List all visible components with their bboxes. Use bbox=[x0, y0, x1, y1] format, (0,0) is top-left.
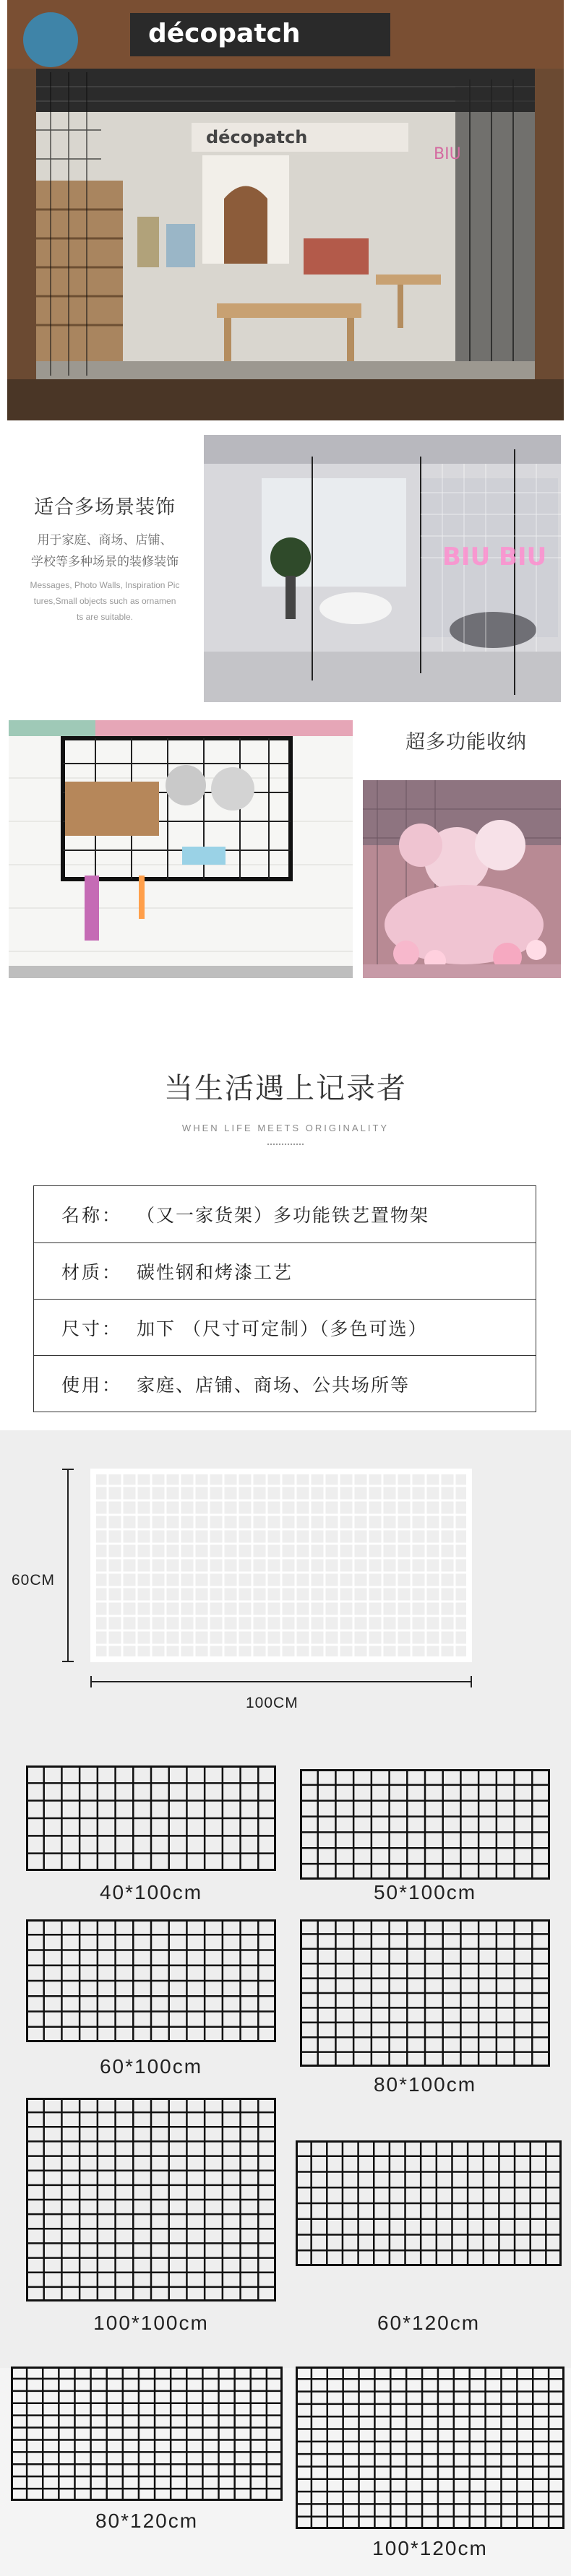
inner-store-sign-text: décopatch bbox=[206, 127, 308, 147]
size-label-50x100: 50*100cm bbox=[373, 1881, 477, 1903]
width-dimension-line bbox=[90, 1676, 472, 1687]
grid-panel-80x120 bbox=[11, 2367, 283, 2501]
size-label-80x100: 80*100cm bbox=[373, 2073, 477, 2096]
size-label-100x100: 100*100cm bbox=[93, 2312, 209, 2334]
spec-value: 加下 （尺寸可定制）（多色可选） bbox=[137, 1318, 428, 1339]
spec-label: 名称： bbox=[61, 1205, 123, 1226]
party-decoration-photo bbox=[363, 780, 561, 978]
storage-title: 超多功能收纳 bbox=[405, 731, 527, 753]
size-label-40x100: 40*100cm bbox=[99, 1881, 203, 1903]
scene-english-line: Messages, Photo Walls, Inspiration Pic bbox=[30, 580, 180, 590]
scene-english-line: tures,Small objects such as ornamen bbox=[33, 596, 176, 606]
scene-description bbox=[7, 530, 202, 573]
store-front-photo bbox=[7, 0, 564, 420]
heading-chinese: 当生活遇上记录者 bbox=[164, 1072, 407, 1105]
scene-description-line: 用于家庭、商场、店铺、 bbox=[37, 533, 173, 548]
office-scene-photo bbox=[204, 435, 561, 702]
heading-divider bbox=[267, 1144, 304, 1145]
scene-english-line: ts are suitable. bbox=[76, 612, 134, 622]
grid-panel-100x100 bbox=[26, 2098, 276, 2301]
section-heading bbox=[0, 1066, 571, 1145]
spec-table bbox=[33, 1185, 536, 1412]
grid-panel-60x100 bbox=[26, 1919, 276, 2042]
spec-label: 尺寸： bbox=[61, 1318, 123, 1339]
size-label-100x120: 100*120cm bbox=[372, 2537, 488, 2559]
size-label-80x120: 80*120cm bbox=[95, 2510, 199, 2532]
spec-value: （又一家货架）多功能铁艺置物架 bbox=[137, 1205, 430, 1226]
wall-sign-text: BIU bbox=[434, 145, 461, 163]
grid-panel-40x100 bbox=[26, 1765, 276, 1871]
grid-panel-100x120 bbox=[296, 2367, 564, 2529]
grid-panel-60x120 bbox=[296, 2140, 562, 2266]
height-dimension-label: 60CM bbox=[12, 1572, 56, 1589]
storage-text-block bbox=[369, 726, 564, 754]
spec-row-size bbox=[34, 1299, 536, 1355]
kitchen-storage-photo bbox=[9, 720, 353, 978]
size-label-60x100: 60*100cm bbox=[99, 2055, 203, 2078]
grid-panel-80x100 bbox=[300, 1919, 550, 2067]
scene-text-block bbox=[7, 491, 202, 625]
spec-row-usage bbox=[34, 1355, 536, 1412]
heading-english: WHEN LIFE MEETS ORIGINALITY bbox=[181, 1123, 390, 1133]
spec-label: 使用： bbox=[61, 1374, 123, 1396]
spec-row-material bbox=[34, 1242, 536, 1299]
white-grid-panel bbox=[90, 1469, 472, 1662]
scene-title: 适合多场景装饰 bbox=[34, 496, 176, 519]
store-sign-text: décopatch bbox=[148, 19, 301, 48]
spec-row-name bbox=[34, 1186, 536, 1242]
height-dimension-line bbox=[62, 1469, 74, 1662]
scene-english-description bbox=[7, 577, 202, 625]
spec-value: 碳性钢和烤漆工艺 bbox=[137, 1261, 293, 1283]
office-wall-text: BIU BIU bbox=[442, 543, 547, 571]
grid-panel-50x100 bbox=[300, 1769, 550, 1880]
size-label-60x120: 60*120cm bbox=[377, 2312, 481, 2334]
width-dimension-label: 100CM bbox=[246, 1695, 299, 1711]
scene-description-line: 学校等多种场景的装修装饰 bbox=[31, 555, 179, 569]
spec-label: 材质： bbox=[61, 1261, 123, 1283]
spec-value: 家庭、店铺、商场、公共场所等 bbox=[137, 1374, 411, 1396]
